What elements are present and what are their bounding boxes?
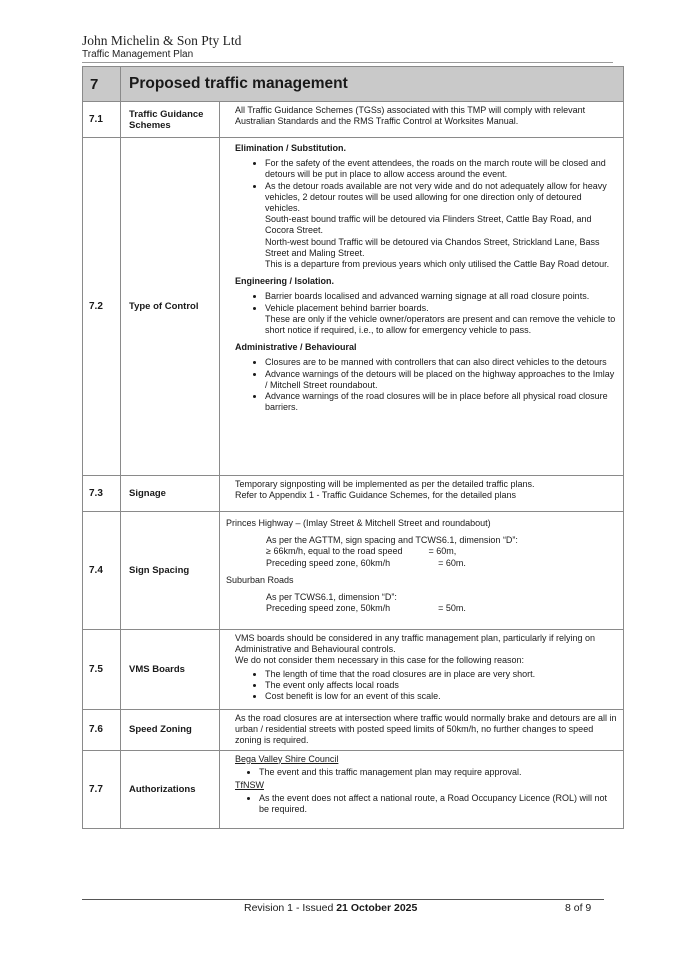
row-number: 7.7	[83, 750, 121, 828]
row-text: Refer to Appendix 1 - Traffic Guidance Schemes, for the detailed plans	[235, 490, 516, 501]
row-number: 7.1	[83, 102, 121, 138]
list-item: • The length of time that the road closures are in place are very short.	[265, 669, 617, 680]
section-number: 7	[83, 67, 121, 102]
row-label: Sign Spacing	[121, 512, 220, 630]
section-title: Proposed traffic management	[121, 67, 624, 102]
row-label: VMS Boards	[121, 630, 220, 710]
footer-rule	[82, 899, 604, 900]
row-content	[220, 138, 624, 476]
spacing-condition: ≥ 66km/h, equal to the road speed	[266, 546, 403, 557]
list-item: • For the safety of the event attendees, the roads on the march route will be closed and detours will be put in place to allow access around the event.	[265, 158, 617, 180]
bullet-list	[235, 767, 617, 778]
traffic-management-table	[82, 66, 624, 829]
row-text: As per TCWS6.1, dimension “D”:	[266, 592, 397, 603]
list-item: • Barrier boards localised and advanced warning signage at all road closure points.	[265, 291, 617, 302]
row-content	[220, 512, 624, 630]
row-text: As per the AGTTM, sign spacing and TCWS6.1, dimension “D”:	[266, 535, 518, 546]
subheading-text: Elimination / Substitution	[235, 143, 344, 153]
list-item: • The event only affects local roads	[265, 680, 617, 691]
list-item	[265, 303, 617, 337]
list-item-text: Vehicle placement behind barrier boards.	[265, 302, 429, 313]
spacing-condition: Preceding speed zone, 60km/h	[266, 557, 391, 568]
row-number: 7.5	[83, 630, 121, 710]
spacing-value: = 60m.	[438, 557, 466, 568]
table-row	[83, 476, 624, 512]
subheading: TfNSW	[235, 780, 264, 791]
row-text: As the road closures are at intersection where traffic would normally brake and detours are all in urban / residential streets with posted speed limits of 50km/h, no further changes to speed zoning is required.	[235, 713, 617, 746]
row-text	[226, 603, 617, 614]
list-item-text: This is a departure from previous years which only utilised the Cattle Bay Road detour.	[265, 259, 610, 270]
bullet-list	[235, 793, 617, 815]
list-item-text: South-east bound traffic will be detoured via Flinders Street, Cattle Bay Road, and Cocora Street.	[265, 214, 592, 236]
list-item: • Cost benefit is low for an event of this scale.	[265, 691, 617, 702]
revision-label: Revision 1 - Issued	[244, 902, 334, 914]
list-item	[265, 181, 617, 271]
subheading: Elimination / Substitution.	[235, 143, 347, 153]
list-item: • Advance warnings of the detours will be placed on the highway approaches to the Imlay / Mitchell Street roundabout.	[265, 369, 617, 391]
list-item-text: North-west bound Traffic will be detoured via Chandos Street, Strickland Lane, Bass Street and Maling Street.	[265, 236, 600, 258]
subheading-text: Engineering / Isolation	[235, 276, 332, 287]
table-row	[83, 710, 624, 751]
row-label: Traffic Guidance Schemes	[121, 102, 220, 138]
row-text: VMS boards should be considered in any traffic management plan, particularly if relying on Administrative and Behavioural controls.	[235, 633, 596, 655]
header-rule	[82, 62, 613, 63]
row-label: Authorizations	[121, 750, 220, 828]
row-content	[220, 710, 624, 751]
spacing-condition: Preceding speed zone, 50km/h	[266, 603, 391, 614]
row-text: We do not consider them necessary in this case for the following reason:	[235, 655, 524, 666]
row-number: 7.2	[83, 138, 121, 476]
subheading: Suburban Roads	[226, 574, 294, 585]
table-row	[83, 512, 624, 630]
subheading: Princes Highway – (Imlay Street & Mitchell Street and roundabout)	[226, 518, 491, 528]
list-item-text: As the detour roads available are not very wide and do not adequately allow for heavy vehicles, 2 detour routes will be used allowing for one direction only of detoured vehicles.	[265, 180, 607, 214]
revision-date: 21 October 2025	[336, 902, 418, 914]
row-number: 7.4	[83, 512, 121, 630]
document-title: Traffic Management Plan	[82, 49, 194, 60]
subheading: Engineering / Isolation.	[235, 276, 335, 287]
row-number: 7.3	[83, 476, 121, 512]
bullet-list	[235, 158, 617, 270]
list-item: • As the event does not affect a national route, a Road Occupancy Licence (ROL) will not be required.	[259, 793, 617, 815]
list-item: • Closures are to be manned with controllers that can also direct vehicles to the detours	[265, 357, 617, 368]
page-number: 8 of 9	[565, 902, 592, 914]
table-row	[83, 102, 624, 138]
list-item: • The event and this traffic management plan may require approval.	[259, 767, 617, 778]
row-content	[220, 750, 624, 828]
table-row	[83, 750, 624, 828]
row-content	[220, 476, 624, 512]
row-label: Type of Control	[121, 138, 220, 476]
row-text	[226, 558, 617, 569]
subheading: Bega Valley Shire Council	[235, 753, 339, 764]
bullet-list	[235, 291, 617, 336]
row-label: Signage	[121, 476, 220, 512]
subheading: Administrative / Behavioural	[235, 342, 357, 353]
bullet-list	[235, 357, 617, 413]
row-text	[226, 546, 617, 557]
row-text: Temporary signposting will be implemented as per the detailed traffic plans.	[235, 479, 535, 489]
footer-revision	[244, 902, 417, 914]
row-number: 7.6	[83, 710, 121, 751]
spacing-value: = 50m.	[438, 603, 466, 614]
list-item: • Advance warnings of the road closures will be in place before all physical road closure barriers.	[265, 391, 617, 413]
table-row	[83, 138, 624, 476]
company-name: John Michelin & Son Pty Ltd	[82, 33, 242, 48]
row-text: All Traffic Guidance Schemes (TGSs) associated with this TMP will comply with relevant Australian Standards and the RMS Traffic Control at Worksites Manual.	[235, 105, 586, 127]
row-label: Speed Zoning	[121, 710, 220, 751]
section-header-row	[83, 67, 624, 102]
row-content	[220, 630, 624, 710]
list-item-text: These are only if the vehicle owner/operators are present and can remove the vehicle to short notice if required, i.e., to allow for emergency vehicle to pass.	[265, 313, 616, 336]
table-row	[83, 630, 624, 710]
spacing-value: = 60m,	[428, 546, 457, 557]
row-content	[220, 102, 624, 138]
bullet-list	[235, 669, 617, 703]
